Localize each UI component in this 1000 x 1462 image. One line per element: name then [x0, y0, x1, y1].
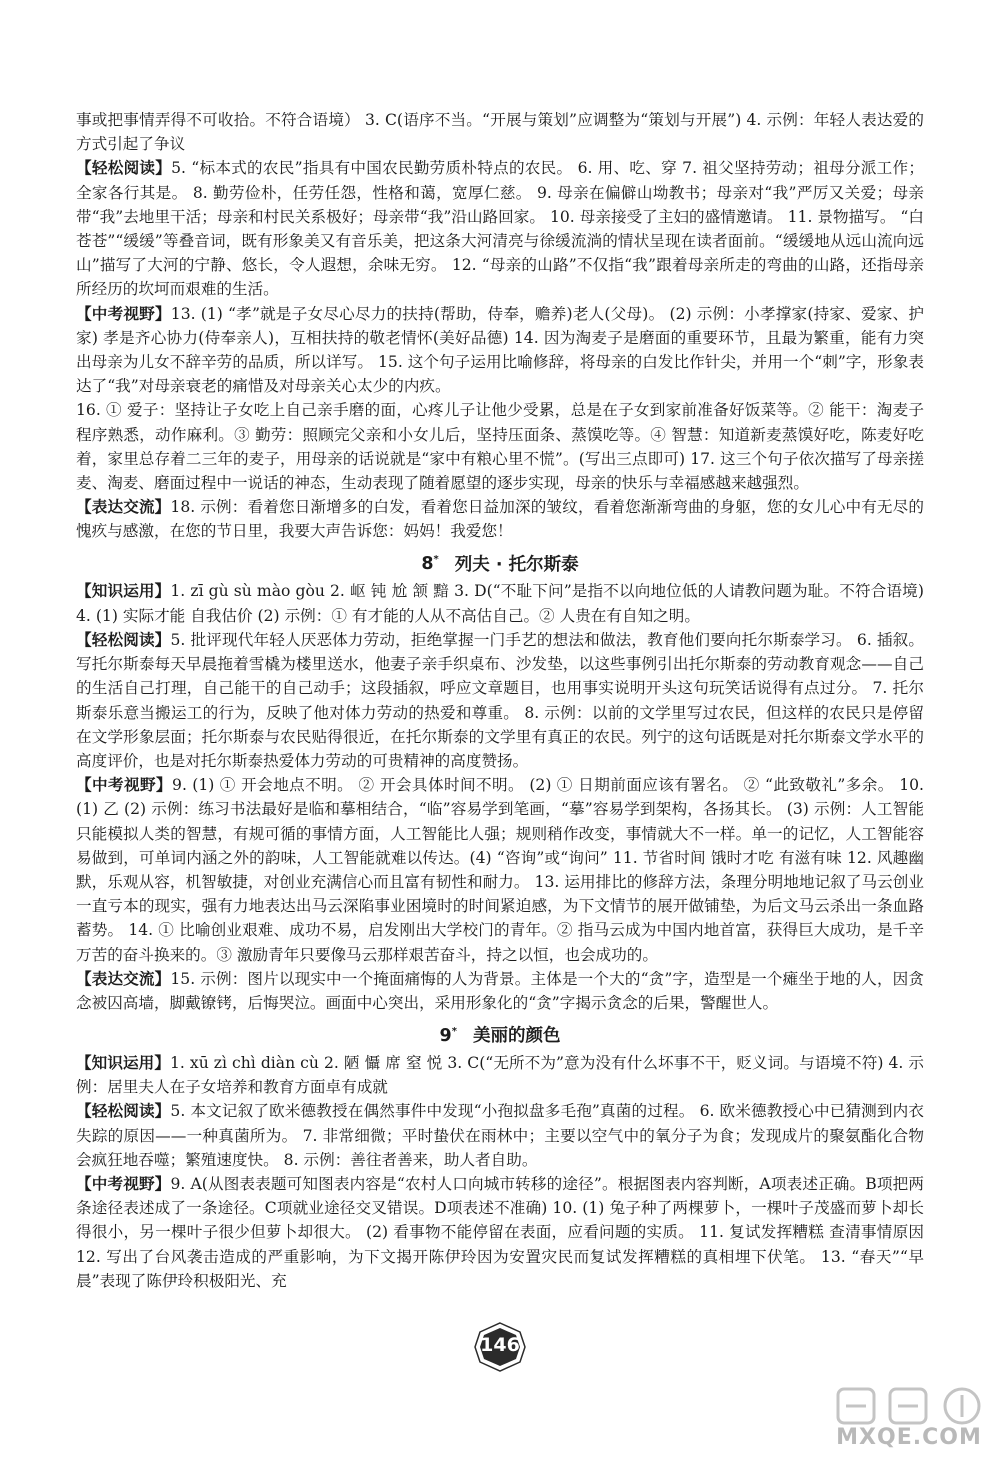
answer-paragraph — [76, 398, 924, 495]
lesson-title: 列夫 · 托尔斯泰 — [454, 554, 579, 575]
page-number-badge — [474, 1322, 526, 1372]
answer-paragraph — [76, 1051, 924, 1099]
section-tag: 【表达交流】 — [76, 968, 171, 988]
watermark — [824, 1385, 994, 1459]
answer-paragraph — [76, 495, 924, 543]
section-tag: 【知识运用】 — [76, 581, 171, 601]
answer-paragraph — [76, 1172, 924, 1293]
answer-text: 16. ① 爱子：坚持让子女吃上自己亲手磨的面，心疼儿子让他少受累，总是在子女到家前准备好饭菜等。② 能干：淘麦子程序熟悉，动作麻利。③ 勤劳：照顾完父亲和小女儿后，坚持压面条、蒸馍吃等。④ 智慧：知道新麦蒸馍好吃，陈麦好吃着，家里总存着二三年的麦子，用母亲的话说就是“家中有粮心里不慌”。(写出三点即可) 17. 这三个句子依次描写了母亲搓麦、淘麦、磨面过程中一说话的神态，生动表现了随着愿望的逐步实现，母亲的快乐与幸福感越来越强烈。 — [76, 401, 924, 493]
lesson-number: 8* — [421, 554, 439, 575]
section-tag: 【中考视野】 — [76, 303, 171, 323]
answer-paragraph — [76, 579, 924, 627]
answer-text: 9. (1) ① 开会地点不明。 ② 开会具体时间不明。 (2) ① 日期前面应该有署名。 ② “此致敬礼”多余。 10. (1) 乙 (2) 示例：练习书法最好是临和摹相结合，“临”容易学到笔画，“摹”容易学到架构，各扬其长。 (3) 示例：人工智能只能模拟人类的智慧，有规可循的事情方面，人工智能比人强；规则稍作改变，事情就大不一样。单一的记忆，人工智能容易做到，可单词内涵之外的韵味，人工智能就难以传达。(4) “咨询”或“询问” 11. 节省时间 饿时才吃 有滋有味 12. 风趣幽默，乐观从容，机智敏捷，对创业充满信心而且富有韧性和耐力。 13. 运用排比的修辞方法，条理分明地地记叙了马云创业一直亏本的现实，强有力地表达出马云深陷事业困境时的时间紧迫感，为下文情节的展开做铺垫，为后文马云杀出一条血路蓄势。 14. ① 比喻创业艰难、成功不易，启发刚出大学校门的青年。② 指马云成为中国内地首富，获得巨大成功，是千辛万苦的奋斗换来的。③ 激励青年只要像马云那样艰苦奋斗，持之以恒，也会成功的。 — [76, 776, 924, 964]
answer-text: 13. (1) “孝”就是子女尽心尽力的扶持(帮助，侍奉，赡养)老人(父母)。 (2) 示例：小孝撑家(持家、爱家、护家) 孝是齐心协力(侍奉亲人)，互相扶持的敬老情怀(美好品德) 14. 因为淘麦子是磨面的重要环节，且最为繁重，能有力突出母亲为儿女不辞辛劳的品质，所以详写。 15. 这个句子运用比喻修辞，将母亲的白发比作针尖，并用一个“刺”字，形象表达了“我”对母亲衰老的痛惜及对母亲关心太少的内疚。 — [76, 304, 924, 396]
answer-text: 事或把事情弄得不可收拾。不符合语境） 3. C(语序不当。“开展与策划”应调整为“策划与开展”) 4. 示例：年轻人表达爱的方式引起了争议 — [76, 111, 924, 154]
section-tag: 【轻松阅读】 — [76, 1101, 171, 1121]
answer-text: 9. A(从图表表题可知图表内容是“农村人口向城市转移的途径”。根据图表内容判断，A项表述正确。B项把两条途径表述成了一条途径。C项就业途径交叉错误。D项表述不准确) 10. (1) 兔子种了两棵萝卜，一棵叶子茂盛而萝卜却长得很小，另一棵叶子很少但萝卜却很大。 (2) 看事物不能停留在表面，应看问题的实质。 11. 复试发挥糟糕 查清事情原因 12. 写出了台风袭击造成的严重影响，为下文揭开陈伊玲因为安置灾民而复试发挥糟糕的真相埋下伏笔。 13. “春天”“早晨”表现了陈伊玲积极阳光、充 — [76, 1174, 924, 1290]
answer-text: 1. xū zì chì diàn cù 2. 陋 懾 席 窒 悦 3. C(“无所不为”意为没有什么坏事不干，贬义词。与语境不符) 4. 示例：居里夫人在子女培养和教育方面卓有成就 — [76, 1053, 924, 1097]
answer-paragraph — [76, 156, 924, 301]
answer-paragraph — [76, 108, 924, 156]
section-tag: 【轻松阅读】 — [76, 629, 171, 649]
answer-paragraph — [76, 628, 924, 773]
answer-page — [76, 108, 924, 1293]
page-number: 146 — [480, 1334, 520, 1356]
answer-paragraph — [76, 1099, 924, 1172]
section-tag: 【表达交流】 — [76, 497, 171, 517]
answer-paragraph — [76, 773, 924, 967]
lesson-heading — [76, 1019, 924, 1049]
answer-text: 15. 示例：图片以现实中一个掩面痛悔的人为背景。主体是一个大的“贪”字，造型是一个瘫坐于地的人，因贪念被囚高墙，脚戴镣铐，后悔哭泣。画面中心突出，采用形象化的“贪”字揭示贪念的后果，警醒世人。 — [76, 969, 924, 1012]
lesson-number: 9* — [439, 1025, 457, 1046]
answer-text: 5. “标本式的农民”指具有中国农民勤劳质朴特点的农民。 6. 用、吃、穿 7. 祖父坚持劳动；祖母分派工作；全家各行其是。 8. 勤劳俭朴，任劳任怨，性格和蔼，宽厚仁慈。 9. 母亲在偏僻山坳教书；母亲对“我”严厉又关爱；母亲带“我”去地里干活；母亲和村民关系极好；母亲带“我”沿山路回家。 10. 母亲接受了主妇的盛情邀请。 11. 景物描写。 “白苍苍”“缓缓”等叠音词，既有形象美又有音乐美，把这条大河清亮与徐缓流淌的情状呈现在读者面前。“缓缓地从远山流向远山”描写了大河的宁静、悠长，令人遐想，余味无穷。 12. “母亲的山路”不仅指“我”跟着母亲所走的弯曲的山路，还指母亲所经历的坎坷而艰难的生活。 — [76, 159, 924, 299]
answer-text: 5. 批评现代年轻人厌恶体力劳动，拒绝掌握一门手艺的想法和做法，教育他们要向托尔斯泰学习。 6. 插叙。 写托尔斯泰每天早晨拖着雪橇为楼里送水，他妻子亲手织桌布、沙发垫，以这些事例引出托尔斯泰的劳动教育观念——自己的生活自己打理，自己能干的自己动手；这段插叙，呼应文章题目，也用事实说明开头这句玩笑话说得有点过分。 7. 托尔斯泰乐意当搬运工的行为，反映了他对体力劳动的热爱和尊重。 8. 示例：以前的文学里写过农民，但这样的农民只是停留在文学形象层面；托尔斯泰与农民贴得很近，在托尔斯泰的文学里有真正的农民。列宁的这句话既是对托尔斯泰文学水平的高度评价，也是对托尔斯泰热爱体力劳动的可贵精神的高度赞扬。 — [76, 630, 924, 770]
answer-text: 18. 示例：看着您日渐增多的白发，看着您日益加深的皱纹，看着您渐渐弯曲的身躯，您的女儿心中有无尽的愧疚与感激，在您的节日里，我要大声告诉您：妈妈！我爱您！ — [76, 498, 924, 541]
watermark-url: MXQE.COM — [836, 1425, 982, 1450]
watermark-logo — [834, 1385, 984, 1427]
answer-paragraph — [76, 967, 924, 1015]
answer-text: 1. zī gù sù mào gòu 2. 岖 钝 尬 颔 黯 3. D(“不耻下问”是指不以向地位低的人请教问题为耻。不符合语境) 4. (1) 实际才能 自我估价 (2) 示例：① 有才能的人从不高估自己。② 人贵在有自知之明。 — [76, 582, 924, 625]
answer-text: 5. 本文记叙了欧米德教授在偶然事件中发现“小孢拟盘多毛孢”真菌的过程。 6. 欧米德教授心中已猜测到内衣失踪的原因——一种真菌所为。 7. 非常细微；平时蛰伏在雨林中；主要以空气中的氧分子为食；发现成片的聚氨酯化合物会疯狂地吞噬；繁殖速度快。 8. 示例：善往者善来，助人者自助。 — [76, 1102, 924, 1169]
answer-paragraph — [76, 302, 924, 399]
lesson-title: 美丽的颜色 — [472, 1025, 561, 1046]
section-tag: 【知识运用】 — [76, 1052, 171, 1072]
lesson-heading — [76, 548, 924, 578]
section-tag: 【中考视野】 — [76, 1173, 171, 1193]
section-tag: 【中考视野】 — [76, 775, 173, 795]
section-tag: 【轻松阅读】 — [76, 158, 172, 178]
